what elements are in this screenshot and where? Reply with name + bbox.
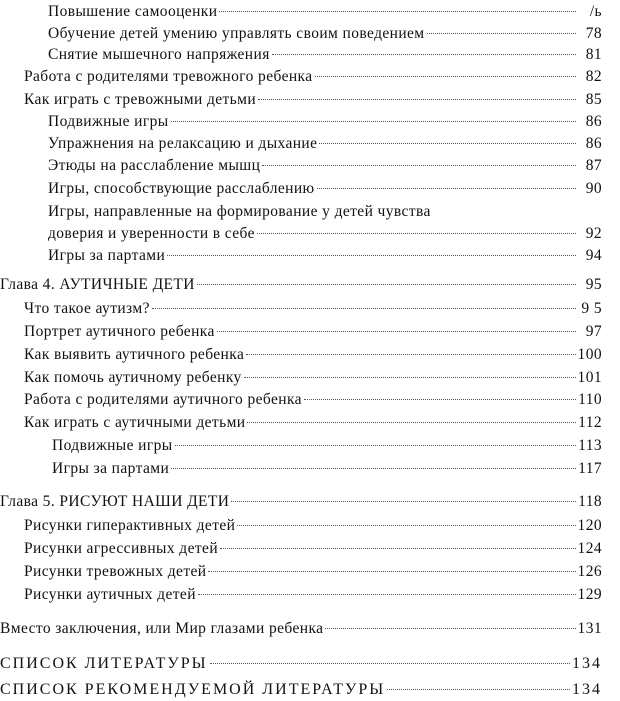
toc-entry-page: 129 (577, 586, 602, 603)
toc-entry (48, 246, 602, 266)
toc-entry-page: 86 (585, 113, 602, 130)
toc-entry (52, 459, 602, 479)
toc-entry (24, 413, 602, 433)
toc-entry (52, 436, 602, 456)
dot-leader (197, 284, 576, 285)
dot-leader (210, 663, 570, 664)
dot-leader (427, 33, 576, 34)
toc-entry-title: Работа с родителями тревожного ребенка (24, 68, 313, 85)
toc-entry-title: Рисунки тревожных детей (24, 563, 207, 580)
dot-leader (247, 422, 576, 423)
toc-entry-page: 113 (578, 437, 602, 454)
toc-entry-title: Глава 4. АУТИЧНЫЕ ДЕТИ (0, 276, 195, 293)
dot-leader (217, 331, 576, 332)
dot-leader (317, 188, 576, 189)
dot-leader (208, 571, 575, 572)
toc-entry (48, 24, 602, 44)
toc-entry-title: Снятие мышечного напряжения (48, 46, 270, 63)
toc-entry-title: доверия и уверенности в себе (48, 225, 255, 242)
toc-entry-title: Игры за партами (48, 247, 166, 264)
toc-entry-title: Как выявить аутичного ребенка (24, 346, 245, 363)
toc-entry-title-line: Игры, направленные на формирование у детей чувства (48, 203, 431, 220)
toc-entry-title: Подвижные игры (48, 113, 169, 130)
dot-leader (171, 468, 576, 469)
toc-entry-title: Что такое аутизм? (24, 300, 150, 317)
toc-entry (48, 156, 602, 176)
toc-chapter (0, 492, 602, 512)
dot-leader (325, 628, 575, 629)
toc-entry-page: 120 (577, 517, 602, 534)
dot-leader (262, 165, 576, 166)
dot-leader (387, 689, 570, 690)
toc-entry-title: Как играть с аутичными детьми (24, 414, 246, 431)
toc-entry-page: 100 (577, 346, 602, 363)
toc-entry-title: Игры, способствующие расслаблению (48, 180, 315, 197)
dot-leader (304, 399, 576, 400)
dot-leader (171, 121, 576, 122)
toc-entry (24, 299, 602, 319)
toc-entry-page: 101 (577, 369, 602, 386)
toc-entry-title: СПИСОК ЛИТЕРАТУРЫ (0, 655, 208, 672)
toc-entry-page: 86 (585, 135, 602, 152)
toc-entry (48, 134, 602, 154)
toc-entry-page: /ь (589, 3, 602, 20)
toc-entry-title: СПИСОК РЕКОМЕНДУЕМОЙ ЛИТЕРАТУРЫ (0, 681, 386, 698)
dot-leader (315, 76, 576, 77)
toc-entry (24, 539, 602, 559)
toc-entry-page: 9 5 (581, 300, 602, 317)
toc-entry (0, 619, 602, 639)
toc-entry (24, 516, 602, 536)
toc-entry-title: Работа с родителями аутичного ребенка (24, 391, 302, 408)
dot-leader (198, 594, 576, 595)
toc-entry (48, 45, 602, 65)
toc-entry (24, 345, 602, 365)
toc-entry-title: Рисунки аутичных детей (24, 586, 196, 603)
dot-leader (219, 11, 576, 12)
toc-entry-page: 95 (585, 276, 602, 293)
toc-entry (48, 2, 602, 22)
dot-leader (257, 233, 576, 234)
toc-entry-title: Рисунки гиперактивных детей (24, 517, 236, 534)
toc-entry-title: Упражнения на релаксацию и дыхание (48, 135, 318, 152)
toc-entry-page: 126 (577, 563, 602, 580)
dot-leader (319, 143, 576, 144)
toc-entry-page: 82 (585, 68, 602, 85)
toc-entry (0, 680, 602, 700)
dot-leader (220, 548, 576, 549)
dot-leader (237, 525, 575, 526)
toc-entry (24, 67, 602, 87)
toc-entry-page: 78 (585, 25, 602, 42)
dot-leader (231, 501, 576, 502)
toc-entry-page: 117 (578, 460, 602, 477)
toc-entry (24, 90, 602, 110)
toc-entry-page: 134 (572, 655, 602, 672)
toc-entry (24, 368, 602, 388)
toc-entry-page: 85 (585, 91, 602, 108)
toc-entry (24, 585, 602, 605)
toc-entry-page: 131 (577, 620, 602, 637)
toc-entry (24, 322, 602, 342)
dot-leader (258, 99, 576, 100)
toc-entry-page: 97 (585, 323, 602, 340)
toc-entry-page: 112 (578, 414, 602, 431)
dot-leader (152, 308, 576, 309)
dot-leader (244, 377, 576, 378)
toc-entry-page: 94 (585, 247, 602, 264)
toc-entry (24, 562, 602, 582)
toc-entry-page: 92 (585, 225, 602, 242)
toc-entry (0, 654, 602, 674)
toc-entry-page: 134 (572, 681, 602, 698)
toc-entry-title: Обучение детей умению управлять своим поведением (48, 25, 425, 42)
toc-entry-page: 124 (577, 540, 602, 557)
toc-entry-title: Портрет аутичного ребенка (24, 323, 215, 340)
toc-entry-title: Игры за партами (52, 460, 170, 477)
toc-entry-title: Этюды на расслабление мышц (48, 157, 261, 174)
toc-entry-title: Вместо заключения, или Мир глазами ребенка (0, 620, 324, 637)
dot-leader (167, 255, 576, 256)
toc-entry-title: Как играть с тревожными детьми (24, 91, 257, 108)
toc-entry-page: 90 (585, 180, 602, 197)
dot-leader (246, 354, 575, 355)
toc-entry-title: Глава 5. РИСУЮТ НАШИ ДЕТИ (0, 493, 230, 510)
toc-entry-title: Повышение самооценки (48, 3, 218, 20)
toc-entry (24, 390, 602, 410)
toc-entry-title: Как помочь аутичному ребенку (24, 369, 242, 386)
toc-entry-page: 81 (585, 46, 602, 63)
toc-entry-page: 110 (578, 391, 602, 408)
toc-chapter (0, 275, 602, 295)
toc-entry (48, 179, 602, 199)
toc-entry (48, 112, 602, 132)
toc-entry-page: 87 (585, 157, 602, 174)
toc-entry-title: Подвижные игры (52, 437, 173, 454)
toc-entry-page: 118 (578, 493, 602, 510)
dot-leader (272, 54, 576, 55)
dot-leader (175, 445, 576, 446)
toc-entry-title: Рисунки агрессивных детей (24, 540, 219, 557)
toc-entry (48, 224, 602, 244)
